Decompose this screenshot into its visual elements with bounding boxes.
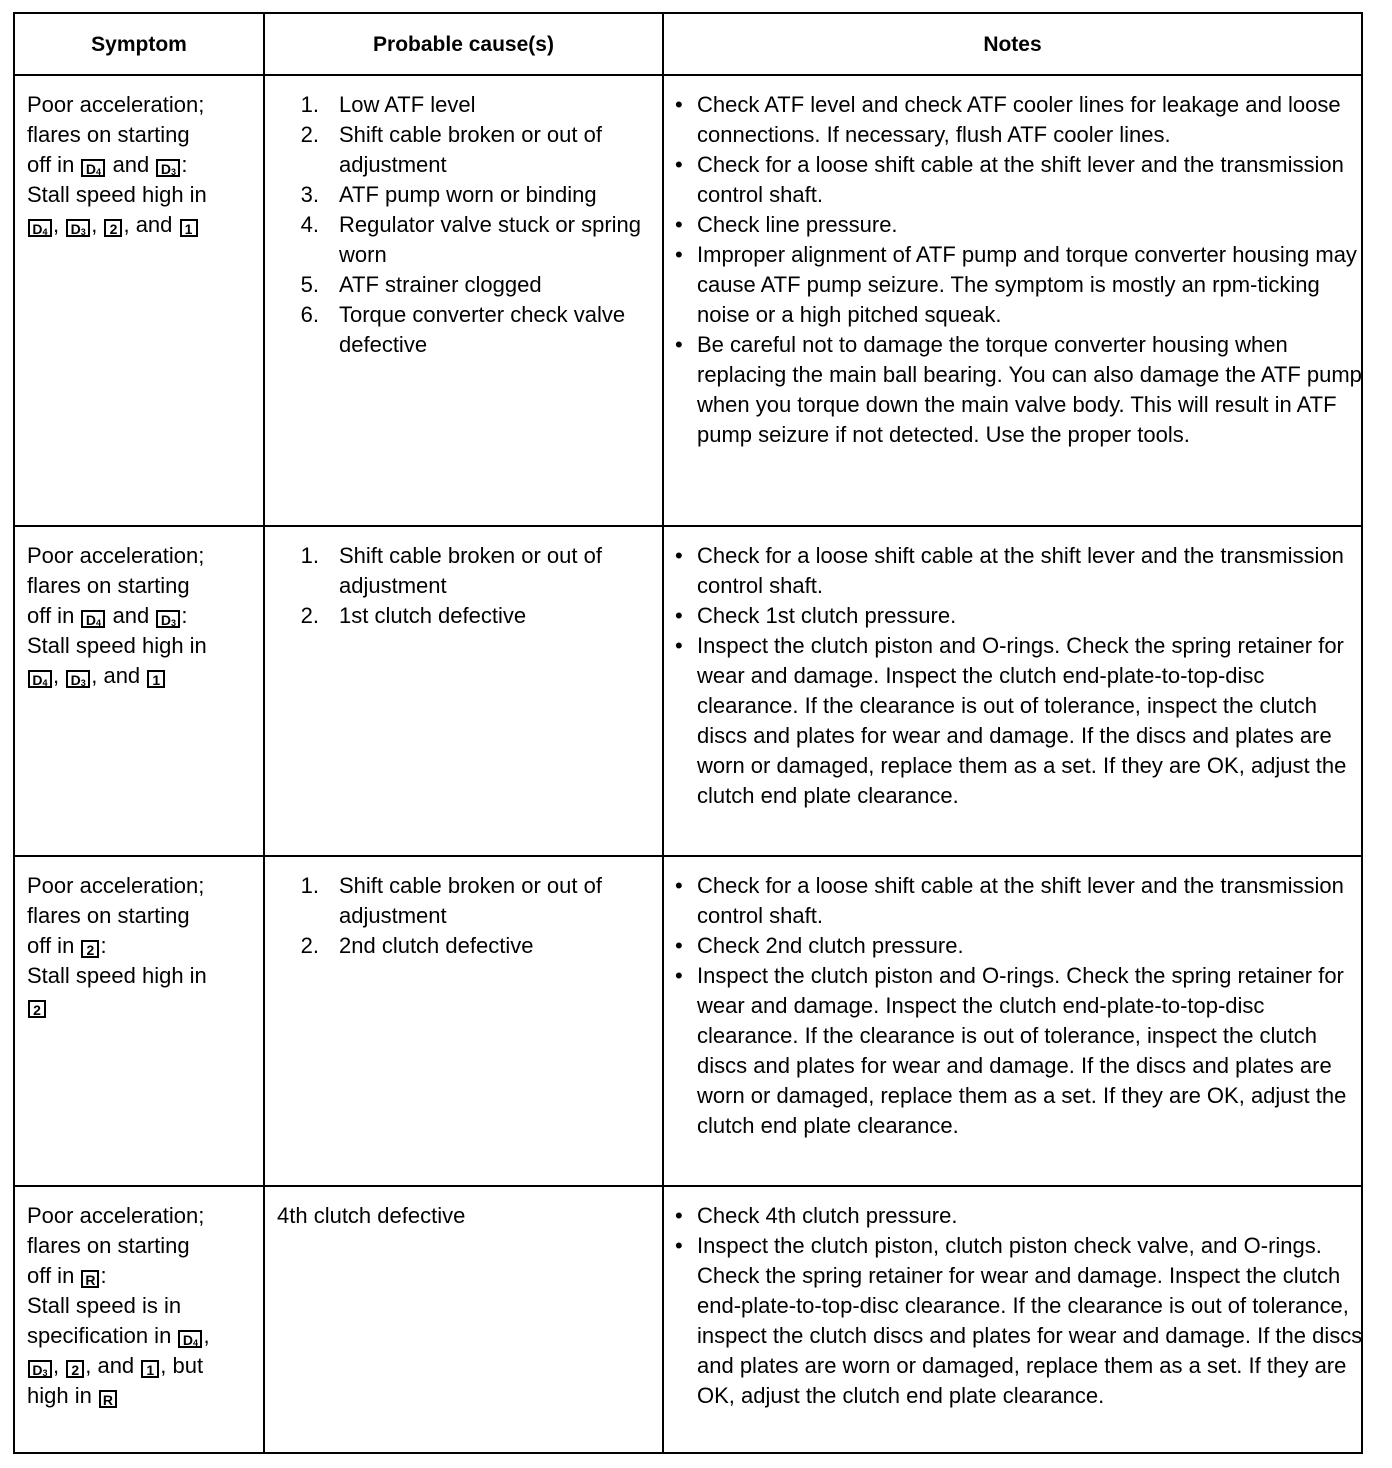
gear-d4-icon: $D_4$ (81, 610, 105, 628)
symptom-line (27, 991, 262, 1021)
row-divider (15, 855, 1361, 857)
row1-symptom (27, 90, 262, 240)
symptom-line: high in R (27, 1381, 262, 1411)
note-item: • Check for a loose shift cable at the shift lever and the transmission control shaft. (675, 543, 1344, 598)
symptom-line: Stall speed high in (27, 633, 207, 658)
cause-item: 5. ATF strainer clogged (300, 272, 542, 297)
row4-notes (673, 1201, 1363, 1411)
note-item: • Inspect the clutch piston and O-rings. Check the spring retainer for wear and damage. Inspect the clutch end-plate-to-top-disc clearance. If the clearance is out of tolerance, inspect the clutch discs and plates for wear and damage. If the discs and plates are worn or damaged, replace them as a set. If they are OK, adjust the clutch end plate clearance. (675, 633, 1347, 808)
cause-item: 6. Torque converter check valve defective (300, 302, 626, 357)
gear-d4-icon: $D_4$ (28, 219, 52, 237)
gear-d3-icon: $D_3$ (66, 670, 90, 688)
gear-1-icon: 1 (180, 219, 198, 237)
note-item: • Check 4th clutch pressure. (675, 1203, 958, 1228)
row3-notes (673, 871, 1363, 1141)
symptom-line: flares on starting (27, 573, 190, 598)
symptom-line: flares on starting (27, 122, 190, 147)
symptom-line: $D_3$ , 2 , and 1 , but (27, 1351, 262, 1381)
symptom-line: $D_4$ , $D_3$ , and 1 (27, 661, 262, 691)
gear-d4-icon: $D_4$ (178, 1330, 202, 1348)
cause-item: 1. Shift cable broken or out of adjustment (300, 873, 602, 928)
note-item: • Inspect the clutch piston and O-rings. Check the spring retainer for wear and damage. Inspect the clutch end-plate-to-top-disc clearance. If the clearance is out of tolerance, inspect the clutch discs and plates for wear and damage. If the discs and plates are worn or damaged, replace them as a set. If they are OK, adjust the clutch end plate clearance. (675, 963, 1347, 1138)
note-item: • Check 2nd clutch pressure. (675, 933, 964, 958)
symptom-line: flares on starting (27, 903, 190, 928)
symptom-line: Stall speed is in (27, 1293, 182, 1318)
note-item: • Check for a loose shift cable at the shift lever and the transmission control shaft. (675, 873, 1344, 928)
cause-item: 2. Shift cable broken or out of adjustment (300, 122, 602, 177)
note-item: • Check 1st clutch pressure. (675, 603, 957, 628)
symptom-line: Poor acceleration; (27, 873, 205, 898)
row2-causes (277, 541, 657, 631)
symptom-line: Stall speed high in (27, 963, 207, 988)
gear-2-icon: 2 (81, 940, 99, 958)
gear-1-icon: 1 (141, 1360, 159, 1378)
cause-item: 4th clutch defective (277, 1203, 466, 1228)
symptom-line: $D_4$ , $D_3$ , 2 , and 1 (27, 210, 262, 240)
gear-2-icon: 2 (66, 1360, 84, 1378)
symptom-line: flares on starting (27, 1233, 190, 1258)
row1-causes (277, 90, 657, 360)
cause-item: 3. ATF pump worn or binding (300, 182, 597, 207)
symptom-line: off in 2 : (27, 933, 107, 958)
gear-2-icon: 2 (104, 219, 122, 237)
gear-1-icon: 1 (147, 670, 165, 688)
note-item: • Inspect the clutch piston, clutch piston check valve, and O-rings. Check the spring retainer for wear and damage. Inspect the clutch end-plate-to-top-disc clearance. If the clearance is out of tolerance, inspect the clutch discs and plates for wear and damage. If the discs and plates are worn or damaged, replace them as a set. If they are OK, adjust the clutch end plate clearance. (675, 1233, 1363, 1408)
cause-item: 4. Regulator valve stuck or spring worn (300, 212, 642, 267)
cause-item: 2. 2nd clutch defective (300, 933, 534, 958)
gear-d3-icon: $D_3$ (66, 219, 90, 237)
row3-causes (277, 871, 657, 961)
note-item: • Check ATF level and check ATF cooler lines for leakage and loose connections. If necessary, flush ATF cooler lines. (675, 92, 1341, 147)
note-item: • Be careful not to damage the torque converter housing when replacing the main ball bearing. You can also damage the ATF pump when you torque down the main valve body. This will result in ATF pump seizure if not detected. Use the proper tools. (675, 332, 1362, 447)
header-symptom: Symptom (91, 33, 187, 56)
gear-2-icon: 2 (28, 1000, 46, 1018)
row2-symptom (27, 541, 262, 691)
gear-d3-icon: $D_3$ (156, 159, 180, 177)
column-divider (263, 14, 265, 1452)
note-item: • Check line pressure. (675, 212, 898, 237)
symptom-line: Poor acceleration; (27, 1203, 205, 1228)
row-divider (15, 525, 1361, 527)
troubleshooting-table (13, 12, 1363, 1454)
note-item: • Improper alignment of ATF pump and torque converter housing may cause ATF pump seizure. The symptom is mostly an rpm-ticking noise or a high pitched squeak. (675, 242, 1357, 327)
cause-item: 2. 1st clutch defective (300, 603, 527, 628)
symptom-line: specification in $D_4$ , (27, 1323, 210, 1348)
row3-symptom (27, 871, 262, 1021)
row2-notes (673, 541, 1363, 811)
symptom-line: off in R : (27, 1263, 107, 1288)
header-notes: Notes (983, 33, 1042, 56)
gear-r-icon: R (81, 1270, 99, 1288)
cause-item: 1. Shift cable broken or out of adjustment (300, 543, 602, 598)
cause-item: 1. Low ATF level (300, 92, 476, 117)
symptom-line: Stall speed high in (27, 182, 207, 207)
row1-notes (673, 90, 1363, 450)
symptom-line: off in $D_4$ and $D_3$ : (27, 152, 188, 177)
symptom-line: off in $D_4$ and $D_3$ : (27, 603, 188, 628)
row4-causes (277, 1201, 657, 1231)
gear-d3-icon: $D_3$ (28, 1360, 52, 1378)
gear-d4-icon: $D_4$ (81, 159, 105, 177)
symptom-line: Poor acceleration; (27, 543, 205, 568)
header-probable-causes: Probable cause(s) (373, 33, 554, 56)
row-divider (15, 1185, 1361, 1187)
note-item: • Check for a loose shift cable at the shift lever and the transmission control shaft. (675, 152, 1344, 207)
gear-d4-icon: $D_4$ (28, 670, 52, 688)
gear-d3-icon: $D_3$ (156, 610, 180, 628)
column-divider (662, 14, 664, 1452)
gear-r-icon: R (99, 1390, 117, 1408)
symptom-line: Poor acceleration; (27, 92, 205, 117)
row4-symptom (27, 1201, 262, 1411)
